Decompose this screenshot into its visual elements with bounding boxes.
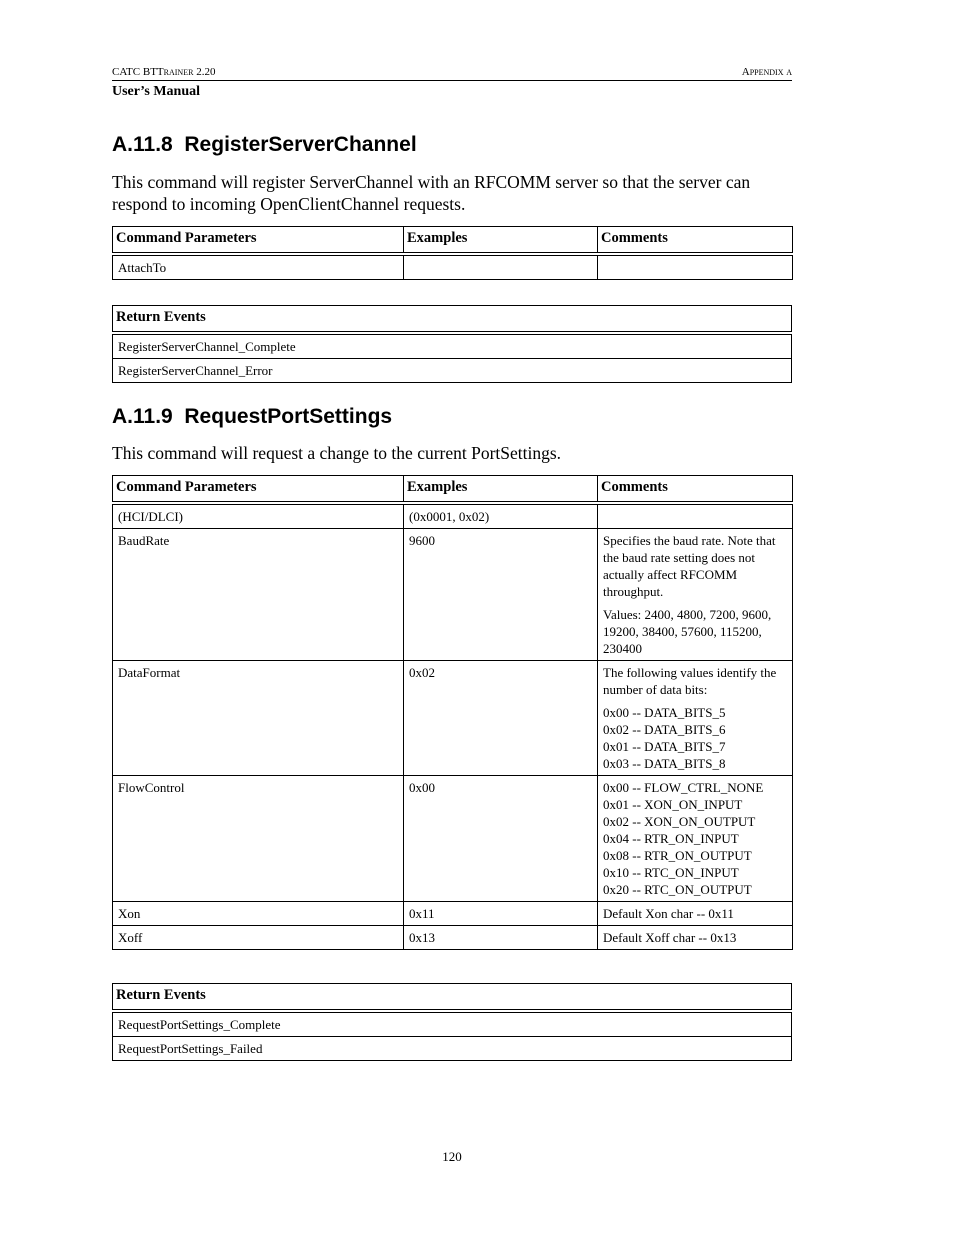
event-cell: RegisterServerChannel_Complete [113,333,792,359]
column-header: Comments [598,227,793,255]
parameter-cell: FlowControl [113,776,404,902]
parameter-cell: AttachTo [113,254,404,280]
example-cell [404,254,598,280]
table-header-row [113,476,793,504]
page-header [112,66,792,100]
table-row [113,333,792,359]
comment-cell [598,661,793,776]
section-description: This command will request a change to the current PortSettings. [112,443,562,463]
table-header-row [113,984,792,1012]
table-row [113,254,793,280]
table-row [113,1037,792,1061]
section-heading-request-port-settings: A.11.9 RequestPortSettings [112,405,393,428]
table-row [113,503,793,529]
parameter-cell: DataFormat [113,661,404,776]
event-cell: RequestPortSettings_Failed [113,1037,792,1061]
appendix-label: Appendix a [741,66,792,78]
table-row [113,1011,792,1037]
example-cell: 0x00 [404,776,598,902]
running-header [112,66,792,81]
table-row [113,776,793,902]
comment-cell: Default Xon char -- 0x11 [598,902,793,926]
section-heading-register-server-channel: A.11.8 RegisterServerChannel [112,133,417,156]
event-cell: RequestPortSettings_Complete [113,1011,792,1037]
comment-paragraph: The following values identify the number of data bits: [603,665,777,697]
comment-paragraph: 0x00 -- DATA_BITS_5 0x02 -- DATA_BITS_6 0x01 -- DATA_BITS_7 0x03 -- DATA_BITS_8 [603,705,726,771]
column-header: Examples [404,476,598,504]
comment-cell [598,776,793,902]
table-row [113,359,792,383]
parameter-cell: BaudRate [113,529,404,661]
manual-title: User’s Manual [112,84,201,99]
example-cell: 0x11 [404,902,598,926]
parameter-cell: Xon [113,902,404,926]
comment-cell [598,529,793,661]
comment-paragraph: 0x00 -- FLOW_CTRL_NONE 0x01 -- XON_ON_INPUT 0x02 -- XON_ON_OUTPUT 0x04 -- RTR_ON_INPUT 0x08 -- RTR_ON_OUTPUT 0x10 -- RTC_ON_INPUT 0x20 -- RTC_ON_OUTPUT [603,780,764,897]
comment-paragraph: Values: 2400, 4800, 7200, 9600, 19200, 38400, 57600, 115200, 230400 [603,607,772,656]
column-header: Command Parameters [113,227,404,255]
example-cell: 0x13 [404,926,598,950]
command-parameters-table [112,226,793,280]
table-header-row [113,227,793,255]
table-row [113,529,793,661]
column-header: Comments [598,476,793,504]
command-parameters-table [112,475,793,950]
example-cell: 9600 [404,529,598,661]
parameter-cell: (HCI/DLCI) [113,503,404,529]
page-number: 120 [442,1149,462,1164]
column-header: Return Events [113,306,792,334]
comment-paragraph: Specifies the baud rate. Note that the baud rate setting does not actually affect RFCOMM throughput. [603,533,776,599]
comment-cell: Default Xoff char -- 0x13 [598,926,793,950]
example-cell: 0x02 [404,661,598,776]
section-description: This command will register ServerChannel with an RFCOMM server so that the server can respond to incoming OpenClientChannel requests. [112,172,751,214]
table-row [113,661,793,776]
table-header-row [113,306,792,334]
column-header: Return Events [113,984,792,1012]
product-name: CATC BTTrainer 2.20 [112,66,216,78]
event-cell: RegisterServerChannel_Error [113,359,792,383]
return-events-table [112,983,792,1061]
comment-cell [598,503,793,529]
table-row [113,902,793,926]
return-events-table [112,305,792,383]
column-header: Examples [404,227,598,255]
table-row [113,926,793,950]
comment-cell [598,254,793,280]
example-cell: (0x0001, 0x02) [404,503,598,529]
column-header: Command Parameters [113,476,404,504]
parameter-cell: Xoff [113,926,404,950]
